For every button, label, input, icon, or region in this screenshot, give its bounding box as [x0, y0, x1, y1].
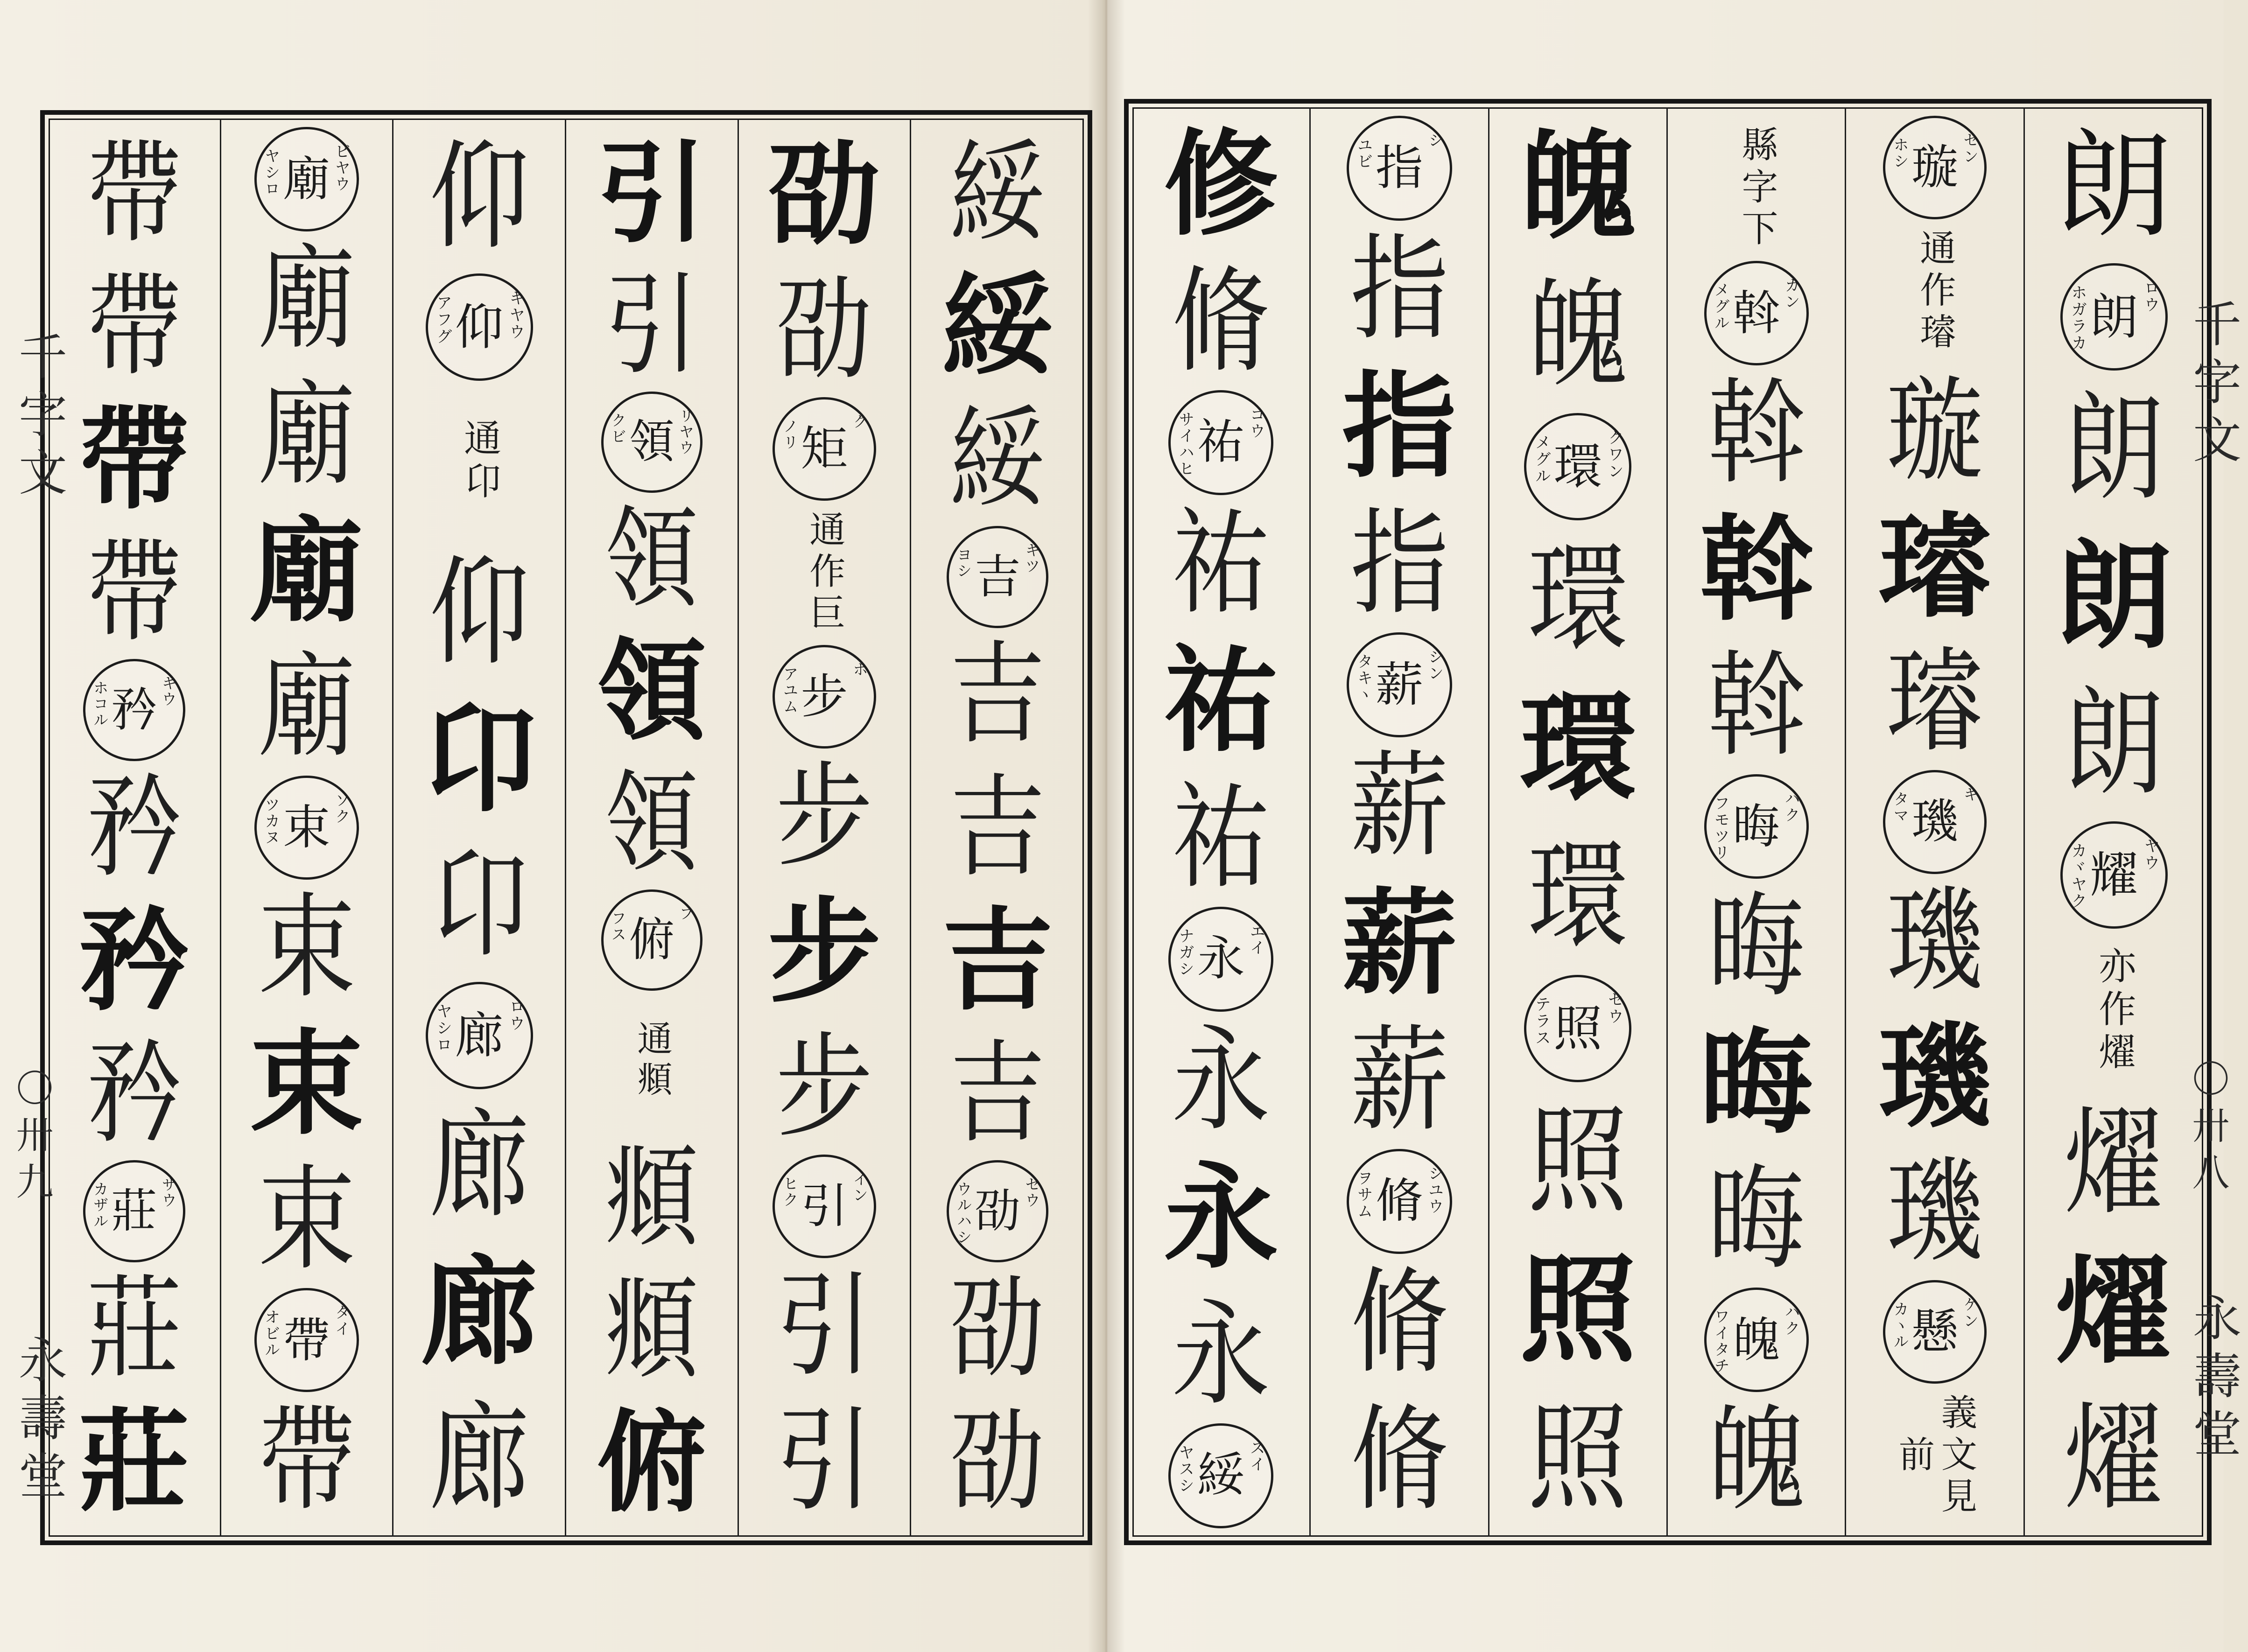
character-form: 永	[1172, 1288, 1270, 1421]
character-form: 劭	[950, 1264, 1046, 1393]
character-form: 照	[1519, 1241, 1637, 1379]
headword-badge	[2060, 263, 2168, 371]
kun-reading: メグル	[1532, 434, 1551, 485]
headword-badge	[1168, 907, 1273, 1012]
character-form: 朗	[2055, 527, 2172, 665]
headword-badge	[773, 397, 876, 501]
on-reading: シユウ	[1426, 1165, 1444, 1215]
character-form: 指	[1350, 497, 1449, 630]
kun-reading: ヨシ	[955, 547, 973, 579]
character-form: 引	[597, 128, 707, 258]
on-reading: カン	[1782, 277, 1801, 310]
character-form: 薪	[1350, 739, 1449, 873]
character-form: 仰	[429, 129, 530, 265]
on-reading: ソク	[332, 791, 351, 825]
character-form: 步	[776, 1021, 873, 1152]
headword-kanji: 莊	[111, 1184, 157, 1238]
character-form: 劭	[768, 128, 881, 260]
character-form: 引	[776, 1395, 873, 1526]
kun-reading: アフグ	[433, 294, 452, 345]
kun-reading: ヤスシ	[1176, 1444, 1195, 1494]
character-form: 薪	[1342, 875, 1457, 1010]
character-form: 廟	[250, 504, 364, 638]
headword-badge	[254, 1288, 359, 1393]
headword-kanji: 步	[801, 669, 848, 724]
headword-kanji: 璣	[1911, 794, 1959, 849]
kun-reading: ホガラカ	[2068, 284, 2087, 352]
character-form: 劭	[776, 264, 873, 395]
headword-kanji: 劭	[974, 1184, 1021, 1238]
left-margin-publisher: 永壽堂	[10, 1335, 67, 1508]
kun-reading: ヒク	[780, 1175, 799, 1208]
headword-kanji: 帶	[283, 1312, 330, 1368]
headword-kanji: 永	[1197, 931, 1245, 987]
character-form: 璣	[1878, 1010, 1991, 1143]
character-form: 帶	[78, 394, 190, 525]
character-form: 劭	[950, 1397, 1046, 1526]
character-form: 領	[604, 759, 699, 888]
headword-kanji: 魄	[1733, 1312, 1780, 1367]
character-form: 帶	[86, 262, 182, 392]
character-form: 吉	[950, 630, 1046, 759]
headword-badge	[254, 127, 359, 231]
on-reading: リヤウ	[676, 407, 695, 455]
character-form: 莊	[78, 1396, 190, 1527]
headword-badge	[773, 1155, 876, 1258]
right-page-column	[1668, 107, 1846, 1537]
kun-reading: メグル	[1712, 282, 1730, 331]
headword-badge	[1168, 1423, 1273, 1528]
character-form: 帶	[258, 1394, 356, 1526]
variant-note: 通作巨	[803, 511, 846, 636]
right-margin-publisher: 永壽堂	[2185, 1293, 2241, 1466]
kun-reading: ヲサム	[1355, 1169, 1373, 1219]
left-page-column	[49, 119, 221, 1537]
headword-badge	[1524, 413, 1631, 520]
on-reading: イン	[850, 1170, 869, 1204]
character-form: 吉	[950, 1029, 1046, 1159]
character-form: 璿	[1886, 637, 1983, 768]
on-reading: ハク	[1782, 1304, 1801, 1337]
character-form: 引	[604, 261, 699, 390]
headword-kanji: 脩	[1376, 1173, 1423, 1229]
kun-reading: ツカヌ	[262, 796, 281, 846]
on-reading: スイ	[1247, 1439, 1266, 1473]
headword-badge	[1168, 390, 1273, 495]
on-reading: ロウ	[2141, 280, 2160, 314]
character-form: 永	[1172, 1013, 1270, 1147]
on-reading: セン	[1961, 132, 1980, 165]
on-reading: コウ	[1247, 406, 1266, 440]
headword-kanji: 廊	[455, 1007, 504, 1064]
kun-reading: ホコル	[91, 680, 109, 728]
character-form: 卬	[421, 690, 538, 828]
right-page-column	[1132, 107, 1311, 1537]
headword-badge	[773, 645, 876, 749]
character-form: 廊	[429, 1390, 530, 1526]
kun-reading: ユビ	[1355, 137, 1373, 170]
on-reading: ヤウ	[2141, 837, 2160, 871]
headword-kanji: 引	[801, 1178, 848, 1233]
character-form: 薪	[1350, 1013, 1449, 1147]
variant-note: 亦作燿	[2092, 946, 2136, 1075]
character-form: 頫	[604, 1134, 699, 1262]
character-form: 吉	[950, 763, 1046, 892]
character-form: 璣	[1886, 1146, 1983, 1278]
character-form: 吉	[942, 896, 1053, 1026]
character-form: 斡	[1707, 640, 1805, 772]
kun-reading: ナガシ	[1176, 927, 1195, 977]
character-form: 晦	[1700, 1016, 1813, 1150]
character-form: 環	[1519, 679, 1637, 817]
headword-badge	[1347, 1149, 1452, 1254]
headword-badge	[426, 982, 533, 1089]
variant-note: 通頫	[631, 1020, 673, 1102]
headword-kanji: 吉	[974, 550, 1021, 604]
headword-badge	[1883, 116, 1987, 219]
headword-kanji: 懸	[1911, 1304, 1959, 1359]
headword-kanji: 俯	[629, 913, 675, 967]
on-reading: ロウ	[506, 998, 525, 1032]
character-form: 燿	[2055, 1242, 2172, 1379]
character-form: 指	[1342, 359, 1457, 494]
headword-kanji: 晦	[1733, 799, 1780, 854]
variant-note: 通卬	[457, 419, 501, 505]
headword-kanji: 仰	[455, 298, 504, 356]
right-page-column	[1846, 107, 2024, 1537]
headword-badge	[83, 659, 185, 761]
left-margin-folio: 〇卅九	[10, 1069, 53, 1209]
character-form: 領	[597, 626, 707, 756]
headword-badge	[1704, 774, 1809, 879]
headword-badge	[426, 273, 533, 381]
character-form: 廟	[258, 233, 356, 365]
kun-reading: タキヽ	[1355, 653, 1373, 703]
on-reading: ハク	[1782, 791, 1801, 824]
character-form: 永	[1164, 1149, 1279, 1284]
headword-badge	[947, 1160, 1049, 1262]
character-form: 燿	[2064, 1095, 2164, 1231]
character-form: 矜	[78, 896, 190, 1026]
kun-reading: ホシ	[1891, 137, 1910, 169]
on-reading: フ	[676, 905, 695, 922]
kun-reading: アユム	[780, 666, 799, 715]
character-form: 魄	[1527, 266, 1628, 402]
character-form: 仰	[429, 544, 530, 680]
on-reading: ク	[850, 413, 869, 430]
character-form: 綏	[950, 129, 1046, 258]
on-reading: キウ	[159, 675, 177, 707]
character-form: 環	[1527, 531, 1628, 667]
character-form: 束	[258, 882, 356, 1014]
character-form: 脩	[1350, 1393, 1449, 1526]
character-form: 帶	[86, 528, 182, 658]
headword-kanji: 耀	[2089, 846, 2138, 903]
right-page-column	[1311, 107, 1489, 1537]
on-reading: キ	[1961, 786, 1980, 803]
character-form: 朗	[2064, 675, 2164, 812]
character-form: 廊	[421, 1243, 538, 1381]
headword-kanji: 領	[629, 415, 675, 469]
headword-kanji: 矜	[111, 683, 157, 737]
character-form: 璣	[1886, 875, 1983, 1007]
headword-kanji: 祐	[1197, 414, 1245, 470]
headword-badge	[1883, 770, 1987, 874]
character-form: 廟	[258, 369, 356, 502]
kun-reading: フス	[609, 910, 627, 942]
left-page-column	[739, 119, 912, 1537]
headword-badge	[83, 1160, 185, 1262]
headword-badge	[1347, 632, 1452, 737]
headword-kanji: 廟	[283, 151, 330, 207]
character-form: 修	[1164, 117, 1279, 251]
character-form: 莊	[86, 1264, 182, 1393]
on-reading: セウ	[1023, 1176, 1041, 1209]
character-form: 斡	[1700, 503, 1813, 637]
headword-badge	[1347, 116, 1452, 221]
left-page-column	[566, 119, 739, 1537]
character-form: 卬	[429, 837, 530, 973]
kun-reading: ヤシロ	[262, 148, 281, 197]
right-page-column	[1489, 107, 1668, 1537]
headword-kanji: 束	[283, 800, 330, 855]
character-form: 脩	[1172, 254, 1270, 388]
character-form: 璇	[1886, 365, 1983, 497]
kun-reading: カヽル	[1891, 1301, 1910, 1350]
on-reading: シ	[1426, 132, 1444, 149]
kun-reading: フモツリ	[1712, 795, 1730, 861]
character-form: 祐	[1164, 633, 1279, 768]
character-form: 廊	[429, 1097, 530, 1233]
on-reading: ビヤウ	[332, 143, 351, 193]
character-form: 引	[776, 1260, 873, 1391]
character-form: 帶	[86, 129, 182, 258]
kun-reading: カザル	[91, 1181, 109, 1230]
character-form: 束	[250, 1017, 364, 1150]
on-reading: キツ	[1023, 542, 1041, 574]
character-form: 領	[604, 494, 699, 623]
character-form: 廟	[258, 641, 356, 774]
character-form: 頫	[604, 1266, 699, 1394]
on-reading: クワン	[1605, 429, 1624, 480]
headword-kanji: 斡	[1733, 286, 1780, 341]
headword-badge	[1704, 1288, 1809, 1392]
left-page-column	[221, 119, 394, 1537]
headword-kanji: 指	[1376, 140, 1423, 196]
character-form: 晦	[1707, 881, 1805, 1013]
character-form: 斡	[1707, 367, 1805, 500]
variant-note: 義文見前	[1892, 1393, 1977, 1519]
headword-kanji: 環	[1553, 438, 1602, 496]
character-form: 指	[1350, 223, 1449, 356]
on-reading: ケン	[1961, 1296, 1980, 1329]
on-reading: タイ	[332, 1304, 351, 1337]
kun-reading: ワイタチ	[1712, 1309, 1730, 1374]
character-form: 朗	[2064, 380, 2164, 516]
kun-reading: ノリ	[780, 418, 799, 451]
right-page-column	[2025, 107, 2203, 1537]
character-form: 照	[1527, 1092, 1628, 1229]
headword-kanji: 薪	[1376, 657, 1423, 713]
character-form: 束	[258, 1154, 356, 1286]
on-reading: サウ	[159, 1176, 177, 1209]
kun-reading: オビル	[262, 1309, 281, 1358]
headword-badge	[2060, 821, 2168, 929]
character-form: 祐	[1172, 771, 1270, 904]
left-page-column	[911, 119, 1084, 1537]
character-form: 綏	[950, 395, 1046, 525]
variant-note: 縣字下	[1735, 125, 1778, 252]
headword-badge	[1524, 975, 1631, 1082]
kun-reading: ヤシロ	[433, 1002, 452, 1053]
character-form: 魄	[1519, 117, 1637, 254]
left-page-column	[393, 119, 566, 1537]
right-margin-folio: 〇卅八	[2186, 1059, 2229, 1199]
kun-reading: クビ	[609, 412, 627, 444]
on-reading: キヤウ	[506, 289, 525, 340]
character-form: 俯	[597, 1397, 707, 1527]
headword-badge	[601, 392, 702, 493]
headword-kanji: 照	[1553, 1000, 1602, 1057]
headword-badge	[947, 526, 1049, 628]
kun-reading: カヾヤク	[2068, 842, 2087, 910]
character-form: 晦	[1707, 1153, 1805, 1286]
variant-note: 通作璿	[1914, 229, 1956, 355]
character-form: 燿	[2064, 1390, 2164, 1526]
headword-kanji: 綏	[1197, 1448, 1245, 1504]
on-reading: エイ	[1247, 923, 1266, 956]
character-form: 步	[768, 885, 881, 1018]
headword-kanji: 矩	[801, 421, 848, 476]
kun-reading: ウルハシ	[955, 1181, 973, 1246]
character-form: 環	[1527, 828, 1628, 964]
character-form: 照	[1527, 1390, 1628, 1526]
book-gutter	[1088, 0, 1125, 1652]
headword-badge	[254, 776, 359, 880]
character-form: 魄	[1707, 1393, 1805, 1526]
on-reading: シン	[1426, 648, 1444, 682]
left-margin-title: 千字文	[10, 331, 67, 505]
kun-reading: サイハヒ	[1176, 411, 1195, 477]
character-form: 矜	[86, 763, 182, 892]
character-form: 脩	[1350, 1256, 1449, 1389]
headword-badge	[1704, 261, 1809, 365]
on-reading: セウ	[1605, 991, 1624, 1025]
character-form: 祐	[1172, 497, 1270, 630]
headword-badge	[601, 889, 702, 991]
character-form: 步	[776, 750, 873, 882]
character-form: 矜	[86, 1029, 182, 1159]
headword-kanji: 朗	[2089, 288, 2138, 346]
character-form: 綏	[942, 261, 1053, 392]
on-reading: ホ	[850, 661, 869, 678]
character-form: 璿	[1878, 501, 1991, 634]
kun-reading: テラス	[1532, 996, 1551, 1047]
headword-badge	[1883, 1280, 1987, 1384]
character-form: 朗	[2055, 118, 2172, 253]
kun-reading: タマ	[1891, 791, 1910, 824]
right-margin-title: 千字文	[2185, 299, 2241, 472]
headword-kanji: 璇	[1911, 140, 1959, 195]
